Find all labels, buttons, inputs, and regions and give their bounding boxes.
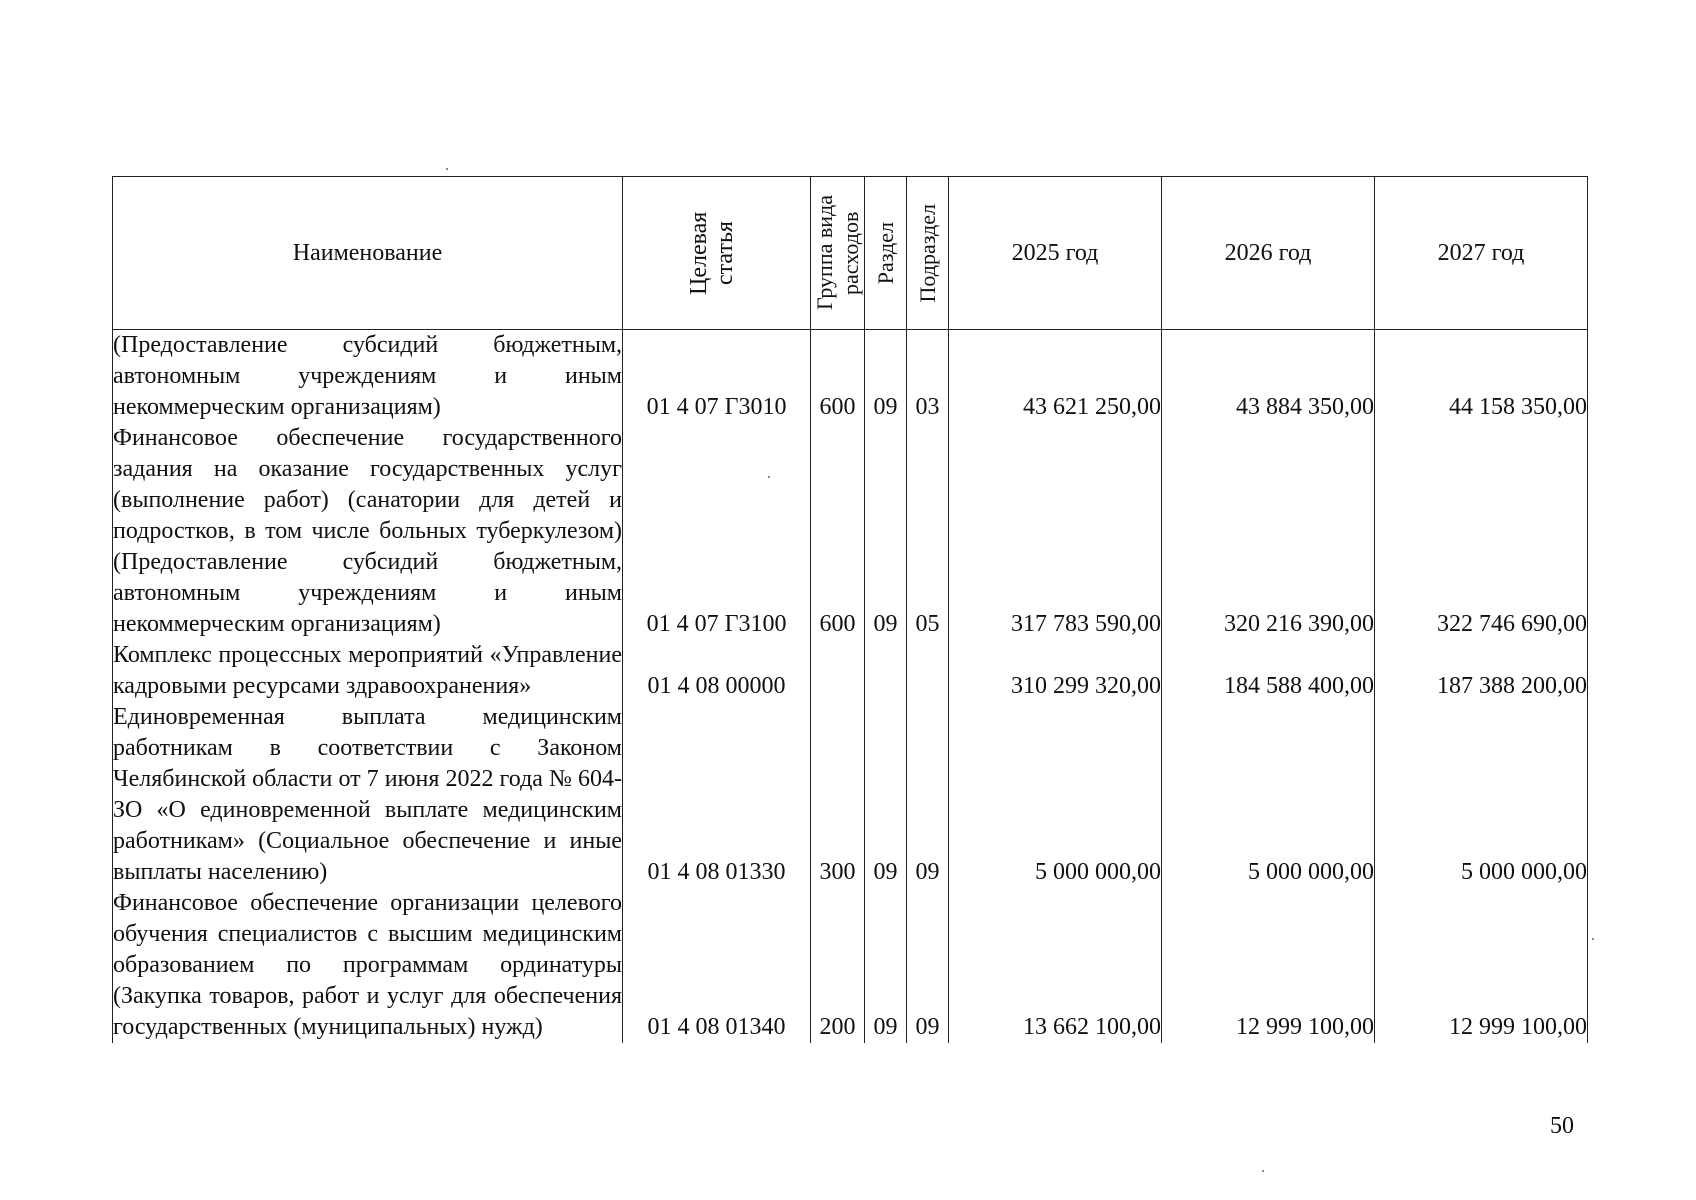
scan-speck: [768, 476, 770, 478]
budget-table: [112, 176, 1588, 1043]
row-name: Единовременная выплата медицинским работникам в соответствии с Законом Челябинской области от 7 июня 2022 года № 604-ЗО «О единовременной выплате медицинским работникам» (Социальное обеспечение и иные выплаты населению): [113, 702, 623, 888]
row-subsection: 09: [907, 702, 949, 888]
row-subsection: 03: [907, 330, 949, 424]
row-target-article: 01 4 08 00000: [623, 640, 811, 702]
row-section: 09: [865, 888, 907, 1043]
row-amount-2027: 187 388 200,00: [1375, 640, 1588, 702]
header-subsection-label: Подраздел: [914, 203, 940, 303]
row-amount-2025: 317 783 590,00: [949, 423, 1162, 640]
header-expense-group: [811, 177, 865, 330]
row-name: Финансовое обеспечение государственного задания на оказание государственных услуг (выполнение работ) (санатории для детей и подростков, в том числе больных туберкулезом) (Предоставление субсидий бюджетным, автономным учреждениям и иным некоммерческим организациям): [113, 423, 623, 640]
row-expense-group: 300: [811, 702, 865, 888]
row-subsection: 05: [907, 423, 949, 640]
row-amount-2027: 322 746 690,00: [1375, 423, 1588, 640]
table-header-row: [113, 177, 1588, 330]
row-expense-group: 600: [811, 423, 865, 640]
table-row: [113, 702, 1588, 888]
scan-speck: [1592, 938, 1594, 940]
table-row: [113, 888, 1588, 1043]
header-2027: 2027 год: [1375, 177, 1588, 330]
scan-speck: [1262, 1170, 1264, 1172]
scan-speck: [446, 168, 448, 170]
row-amount-2027: 5 000 000,00: [1375, 702, 1588, 888]
row-expense-group: [811, 640, 865, 702]
row-target-article: 01 4 07 Г3100: [623, 423, 811, 640]
row-section: [865, 640, 907, 702]
row-name: Комплекс процессных мероприятий «Управление кадровыми ресурсами здравоохранения»: [113, 640, 623, 702]
header-name: Наименование: [113, 177, 623, 330]
row-amount-2025: 43 621 250,00: [949, 330, 1162, 424]
header-2026: 2026 год: [1162, 177, 1375, 330]
header-2025: 2025 год: [949, 177, 1162, 330]
header-target-article-label: Целевая статья: [685, 211, 738, 295]
row-amount-2025: 310 299 320,00: [949, 640, 1162, 702]
row-target-article: 01 4 08 01330: [623, 702, 811, 888]
row-expense-group: 200: [811, 888, 865, 1043]
row-amount-2025: 13 662 100,00: [949, 888, 1162, 1043]
row-section: 09: [865, 702, 907, 888]
row-section: 09: [865, 330, 907, 424]
row-name: (Предоставление субсидий бюджетным, автономным учреждениям и иным некоммерческим организациям): [113, 330, 623, 424]
row-amount-2026: 320 216 390,00: [1162, 423, 1375, 640]
row-target-article: 01 4 08 01340: [623, 888, 811, 1043]
row-amount-2027: 44 158 350,00: [1375, 330, 1588, 424]
row-target-article: 01 4 07 Г3010: [623, 330, 811, 424]
header-subsection: [907, 177, 949, 330]
row-amount-2027: 12 999 100,00: [1375, 888, 1588, 1043]
row-amount-2025: 5 000 000,00: [949, 702, 1162, 888]
row-expense-group: 600: [811, 330, 865, 424]
header-expense-group-label: Группа вида расходов: [811, 195, 863, 311]
header-target-article: [623, 177, 811, 330]
page-number: 50: [1550, 1113, 1574, 1139]
table-row: [113, 330, 1588, 424]
row-name: Финансовое обеспечение организации целевого обучения специалистов с высшим медицинским образованием по программам ординатуры (Закупка товаров, работ и услуг для обеспечения государственных (муниципальных) нужд): [113, 888, 623, 1043]
row-amount-2026: 43 884 350,00: [1162, 330, 1375, 424]
row-section: 09: [865, 423, 907, 640]
header-section-label: Раздел: [872, 221, 898, 285]
row-amount-2026: 5 000 000,00: [1162, 702, 1375, 888]
table-row: [113, 640, 1588, 702]
table-row: [113, 423, 1588, 640]
header-section: [865, 177, 907, 330]
row-subsection: 09: [907, 888, 949, 1043]
row-amount-2026: 12 999 100,00: [1162, 888, 1375, 1043]
row-subsection: [907, 640, 949, 702]
row-amount-2026: 184 588 400,00: [1162, 640, 1375, 702]
